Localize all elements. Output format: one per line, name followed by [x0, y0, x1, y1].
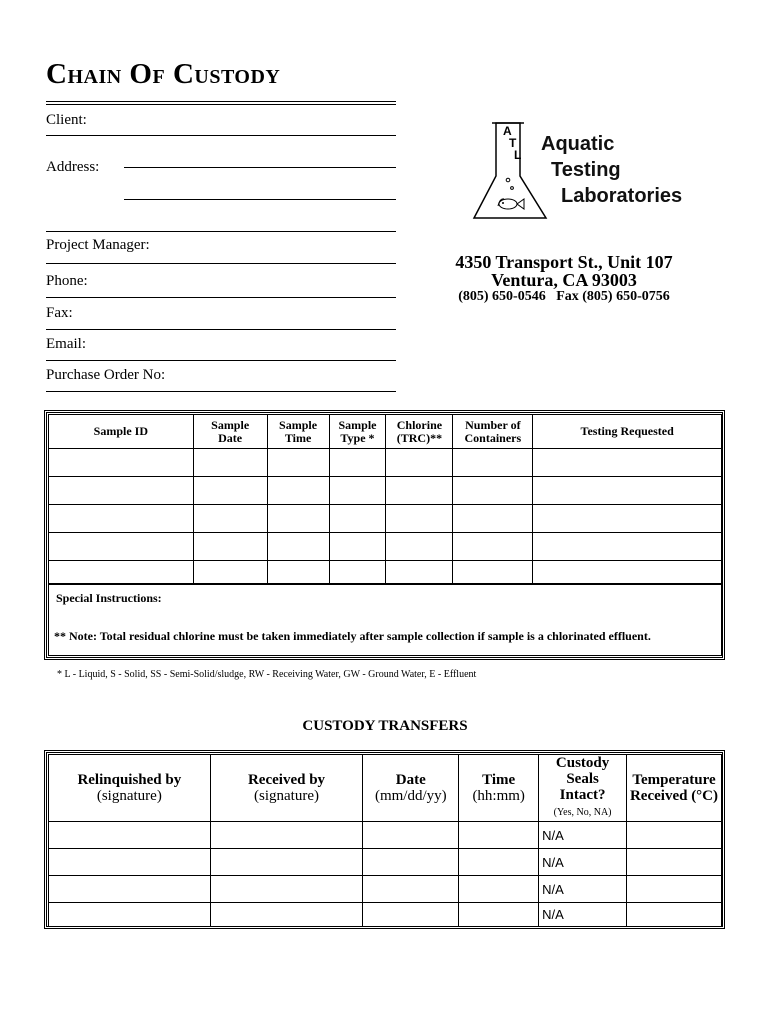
- col-time: Time (hh:mm): [459, 755, 539, 822]
- company-phone-fax: (805) 650-0546 Fax (805) 650-0756: [458, 289, 670, 304]
- custody-header-row: [49, 755, 722, 822]
- purchase-order-field[interactable]: [46, 391, 396, 392]
- chlorine-cell[interactable]: [386, 505, 453, 533]
- sample-id-cell[interactable]: [49, 505, 194, 533]
- chlorine-cell[interactable]: [386, 449, 453, 477]
- testing-cell[interactable]: [533, 561, 722, 585]
- chlorine-note: ** Note: Total residual chlorine must be taken immediately after sample collection if sample is a chlorinated effluent.: [54, 629, 651, 643]
- testing-cell[interactable]: [533, 477, 722, 505]
- received-cell[interactable]: [210, 876, 363, 903]
- sample-date-cell[interactable]: [193, 449, 267, 477]
- temperature-cell[interactable]: [627, 822, 722, 849]
- sample-time-cell[interactable]: [267, 449, 329, 477]
- sample-id-cell[interactable]: [49, 477, 194, 505]
- col-relinquished-by: Relinquished by (signature): [49, 755, 211, 822]
- table-row: [49, 849, 722, 876]
- samples-table: [48, 414, 722, 585]
- time-cell[interactable]: [459, 903, 539, 927]
- sample-id-cell[interactable]: [49, 561, 194, 585]
- sample-time-cell[interactable]: [267, 561, 329, 585]
- temperature-cell[interactable]: [627, 876, 722, 903]
- table-row: [49, 477, 722, 505]
- table-row: [49, 903, 722, 927]
- col-containers: Number of Containers: [453, 415, 533, 449]
- sample-date-cell[interactable]: [193, 505, 267, 533]
- date-cell[interactable]: [363, 903, 459, 927]
- table-row: [49, 449, 722, 477]
- form-title: Chain Of Custody: [46, 58, 281, 90]
- col-testing-requested: Testing Requested: [533, 415, 722, 449]
- relinquished-cell[interactable]: [49, 903, 211, 927]
- time-cell[interactable]: [459, 876, 539, 903]
- sample-date-cell[interactable]: [193, 477, 267, 505]
- sample-date-cell[interactable]: [193, 533, 267, 561]
- relinquished-cell[interactable]: [49, 849, 211, 876]
- client-field[interactable]: [46, 135, 396, 136]
- col-sample-date: Sample Date: [193, 415, 267, 449]
- address-field-line1[interactable]: [124, 167, 396, 168]
- sample-id-cell[interactable]: [49, 449, 194, 477]
- address-field-line3[interactable]: [46, 231, 396, 232]
- containers-cell[interactable]: [453, 449, 533, 477]
- containers-cell[interactable]: [453, 477, 533, 505]
- logo-letter-a: A: [503, 124, 512, 138]
- seals-cell[interactable]: N/A: [539, 876, 627, 903]
- temperature-cell[interactable]: [627, 849, 722, 876]
- sample-id-cell[interactable]: [49, 533, 194, 561]
- temperature-cell[interactable]: [627, 903, 722, 927]
- chlorine-cell[interactable]: [386, 477, 453, 505]
- sample-type-cell[interactable]: [329, 505, 386, 533]
- logo-letter-t: T: [509, 136, 517, 150]
- sample-time-cell[interactable]: [267, 505, 329, 533]
- purchase-order-label: Purchase Order No:: [46, 367, 166, 383]
- address-label: Address:: [46, 159, 100, 175]
- containers-cell[interactable]: [453, 533, 533, 561]
- testing-cell[interactable]: [533, 505, 722, 533]
- company-street: 4350 Transport St., Unit 107: [455, 252, 673, 272]
- company-name-testing: Testing: [551, 159, 621, 181]
- col-received-by: Received by (signature): [210, 755, 363, 822]
- project-manager-field[interactable]: [46, 263, 396, 264]
- email-label: Email:: [46, 336, 86, 352]
- received-cell[interactable]: [210, 903, 363, 927]
- sample-type-cell[interactable]: [329, 449, 386, 477]
- containers-cell[interactable]: [453, 505, 533, 533]
- fax-label: Fax:: [46, 305, 73, 321]
- chlorine-cell[interactable]: [386, 533, 453, 561]
- samples-header-row: [49, 415, 722, 449]
- sample-type-footnote: * L - Liquid, S - Solid, SS - Semi-Solid/sludge, RW - Receiving Water, GW - Ground Water, E - Effluent: [57, 669, 477, 680]
- col-custody-seals: Custody Seals Intact? (Yes, No, NA): [539, 755, 627, 822]
- sample-time-cell[interactable]: [267, 477, 329, 505]
- seals-cell[interactable]: N/A: [539, 822, 627, 849]
- table-row: [49, 561, 722, 585]
- relinquished-cell[interactable]: [49, 822, 211, 849]
- custody-heading: CUSTODY TRANSFERS: [302, 718, 468, 734]
- col-chlorine: Chlorine (TRC)**: [386, 415, 453, 449]
- seals-cell[interactable]: N/A: [539, 849, 627, 876]
- company-name-laboratories: Laboratories: [561, 185, 683, 207]
- chlorine-cell[interactable]: [386, 561, 453, 585]
- fax-field[interactable]: [46, 329, 396, 330]
- table-row: [49, 505, 722, 533]
- col-temperature: Temperature Received (°C): [627, 755, 722, 822]
- title-rule: [46, 101, 396, 105]
- date-cell[interactable]: [363, 822, 459, 849]
- company-city: Ventura, CA 93003: [491, 270, 637, 290]
- sample-type-cell[interactable]: [329, 561, 386, 585]
- col-sample-id: Sample ID: [49, 415, 194, 449]
- testing-cell[interactable]: [533, 533, 722, 561]
- special-instructions-label: Special Instructions:: [56, 591, 162, 605]
- client-label: Client:: [46, 112, 87, 128]
- address-field-line2[interactable]: [124, 199, 396, 200]
- email-field[interactable]: [46, 360, 396, 361]
- col-sample-time: Sample Time: [267, 415, 329, 449]
- company-name-aquatic: Aquatic: [541, 133, 615, 155]
- col-date: Date (mm/dd/yy): [363, 755, 459, 822]
- sample-type-cell[interactable]: [329, 477, 386, 505]
- sample-type-cell[interactable]: [329, 533, 386, 561]
- table-row: [49, 533, 722, 561]
- phone-label: Phone:: [46, 273, 88, 289]
- containers-cell[interactable]: [453, 561, 533, 585]
- received-cell[interactable]: [210, 849, 363, 876]
- seals-cell[interactable]: N/A: [539, 903, 627, 927]
- relinquished-cell[interactable]: [49, 876, 211, 903]
- time-cell[interactable]: [459, 849, 539, 876]
- received-cell[interactable]: [210, 822, 363, 849]
- testing-cell[interactable]: [533, 449, 722, 477]
- sample-date-cell[interactable]: [193, 561, 267, 585]
- date-cell[interactable]: [363, 876, 459, 903]
- table-row: [49, 876, 722, 903]
- date-cell[interactable]: [363, 849, 459, 876]
- logo-letter-l: L: [514, 148, 522, 162]
- project-manager-label: Project Manager:: [46, 237, 150, 253]
- time-cell[interactable]: [459, 822, 539, 849]
- phone-field[interactable]: [46, 297, 396, 298]
- custody-table: [48, 754, 722, 927]
- table-row: [49, 822, 722, 849]
- col-sample-type: Sample Type *: [329, 415, 386, 449]
- sample-time-cell[interactable]: [267, 533, 329, 561]
